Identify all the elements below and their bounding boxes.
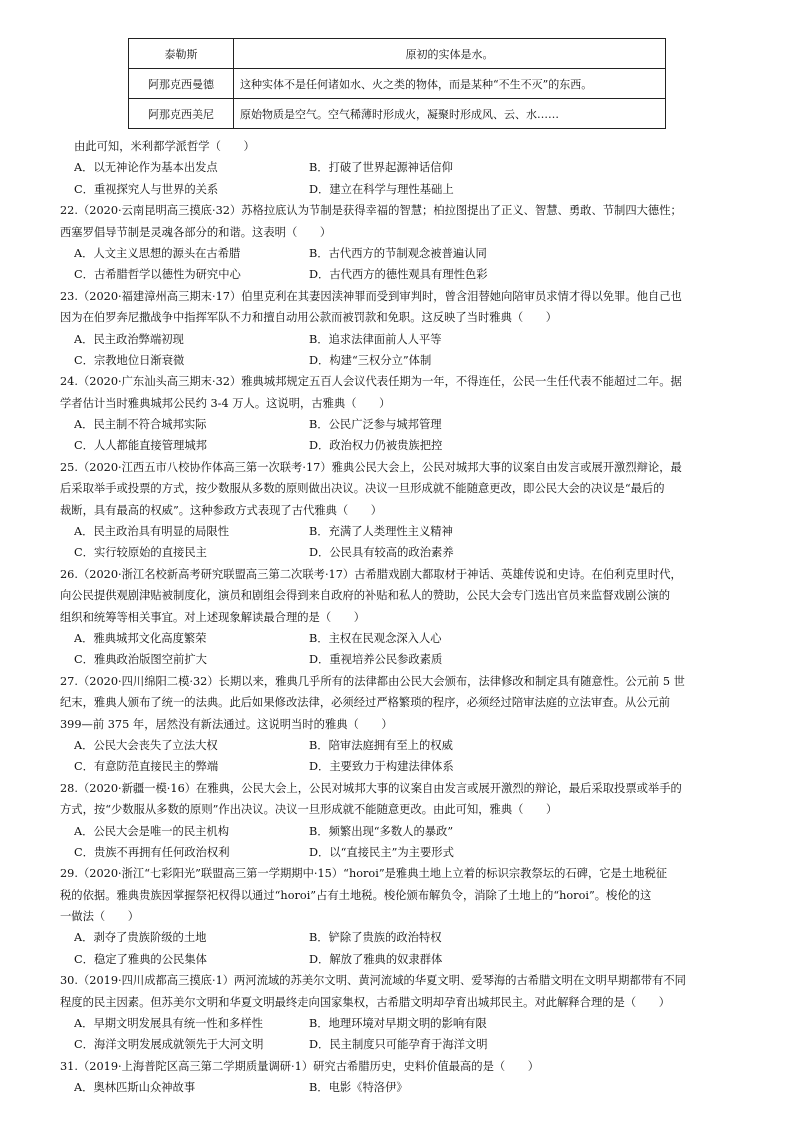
- options-row: [60, 243, 750, 264]
- question: [60, 200, 750, 286]
- option: D．政治权力仍被贵族把控: [309, 439, 443, 453]
- options-row: [60, 350, 750, 371]
- option: D．解放了雅典的奴隶群体: [309, 952, 443, 966]
- option: B．追求法律面前人人平等: [309, 332, 442, 346]
- options-row: [60, 1013, 750, 1034]
- options-row: [60, 542, 750, 563]
- option: A．民主制不符合城邦实际: [74, 418, 207, 432]
- options-row: [60, 521, 750, 542]
- question-stem-line: 31.（2019·上海普陀区高三第二学期质量调研·1）研究古希腊历史，史料价值最高的是（ ）: [60, 1059, 540, 1073]
- question-stem-line: 后采取举手或投票的方式，按少数服从多数的原则做出决议。决议一旦形成就不能随意更改，即公民大会的决议是“最后的: [60, 482, 665, 496]
- q21-option-d: D．建立在科学与理性基础上: [309, 182, 454, 196]
- option: C．宗教地位日渐衰微: [74, 353, 185, 367]
- option: C．雅典政治版图空前扩大: [74, 653, 207, 667]
- options-row: [60, 949, 750, 970]
- option: C．人人都能直接管理城邦: [74, 439, 207, 453]
- question-stem-line: 西塞罗倡导节制是灵魂各部分的和谐。这表明（ ）: [60, 225, 332, 239]
- question-stem-line: 26.（2020·浙江名校新高考研究联盟高三第二次联考·17）古希腊戏剧大都取材于神话、英雄传说和史诗。在伯利克里时代，: [60, 567, 682, 581]
- options-row: [60, 414, 750, 435]
- option: A．公民大会丧失了立法大权: [74, 738, 218, 752]
- option: D．以“直接民主”为主要形式: [309, 845, 454, 859]
- option: B．充满了人类理性主义精神: [309, 525, 453, 539]
- q21-option-c: C．重视探究人与世界的关系: [74, 182, 219, 196]
- question-stem-line: 一做法（ ）: [60, 910, 140, 924]
- philosopher-view: 这种实体不是任何诸如水、火之类的物体，而是某种“不生不灭”的东西。: [234, 69, 666, 99]
- philosophers-table: [128, 38, 666, 129]
- options-row: [60, 756, 750, 777]
- q21-option-b: B．打破了世界起源神话信仰: [309, 161, 453, 175]
- philosopher-name: 阿那克西美尼: [129, 99, 234, 129]
- question: [60, 863, 750, 970]
- q21-options-row2: [60, 179, 750, 200]
- option: A．奥林匹斯山众神故事: [74, 1081, 196, 1095]
- q21-stem: 由此可知，米利都学派哲学（ ）: [74, 140, 255, 153]
- table-row: [129, 99, 666, 129]
- option: B．电影《特洛伊》: [309, 1081, 408, 1095]
- question: [60, 564, 750, 671]
- question-list: [60, 200, 750, 1098]
- option: B．陪审法庭拥有至上的权威: [309, 738, 453, 752]
- options-row: [60, 649, 750, 670]
- option: D．构建“三权分立”体制: [309, 353, 432, 367]
- option: D．民主制度只可能孕育于海洋文明: [309, 1038, 488, 1052]
- question-stem-line: 28.（2020·新疆一模·16）在雅典，公民大会上，公民对城邦大事的议案自由发言或展开激烈的辩论，最后采取投票或举手的: [60, 781, 682, 795]
- option: C．稳定了雅典的公民集体: [74, 952, 207, 966]
- option: C．古希腊哲学以德性为研究中心: [74, 268, 241, 282]
- question-stem-line: 30.（2019·四川成都高三摸底·1）两河流域的苏美尔文明、黄河流域的华夏文明、爱琴海的古希腊文明在文明早期都带有不同: [60, 974, 686, 988]
- option: C．海洋文明发展成就领先于大河文明: [74, 1038, 264, 1052]
- option: A．雅典城邦文化高度繁荣: [74, 631, 207, 645]
- option: D．主要致力于构建法律体系: [309, 760, 454, 774]
- question-stem-line: 裁断，具有最高的权威”。这种参政方式表现了古代雅典（ ）: [60, 503, 383, 517]
- question-stem-line: 组织和统筹等相关事宜。对上述现象解读最合理的是（ ）: [60, 610, 366, 624]
- option: B．主权在民观念深入人心: [309, 631, 442, 645]
- q21-option-a: A．以无神论作为基本出发点: [74, 161, 218, 175]
- option: A．公民大会是唯一的民主机构: [74, 824, 230, 838]
- philosopher-view: 原始物质是空气。空气稀薄时形成火，凝聚时形成风、云、水……: [234, 99, 666, 129]
- question-stem-line: 税的依据。雅典贵族因掌握祭祀权得以通过“horoi”占有土地税。梭伦颁布解负令，消除了土地上的“horoi”。梭伦的这: [60, 888, 652, 902]
- questions-content: [60, 136, 750, 1099]
- options-row: [60, 927, 750, 948]
- question-stem-line: 25.（2020·江西五市八校协作体高三第一次联考·17）雅典公民大会上，公民对城邦大事的议案自由发言或展开激烈辩论，最: [60, 460, 682, 474]
- question: [60, 371, 750, 457]
- table-row: [129, 39, 666, 69]
- option: A．人文主义思想的源头在古希腊: [74, 246, 241, 260]
- question-stem-line: 方式，按“少数服从多数的原则”作出决议。决议一旦形成就不能随意更改。由此可知，雅典（ ）: [60, 803, 558, 817]
- question-stem-line: 27.（2020·四川绵阳二模·32）长期以来，雅典几乎所有的法律都由公民大会颁布，法律修改和制定具有随意性。公元前 5 世: [60, 674, 685, 688]
- question-stem-line: 399—前 375 年，居然没有新法通过。这说明当时的雅典（ ）: [60, 717, 393, 731]
- options-row: [60, 842, 750, 863]
- philosopher-name: 阿那克西曼德: [129, 69, 234, 99]
- option: B．地理环境对早期文明的影响有限: [309, 1017, 487, 1031]
- option: D．公民具有较高的政治素养: [309, 546, 454, 560]
- option: A．剥夺了贵族阶级的土地: [74, 931, 207, 945]
- option: C．实行较原始的直接民主: [74, 546, 207, 560]
- question-stem-line: 29.（2020·浙江“七彩阳光”联盟高三第一学期期中·15）“horoi”是雅典土地上立着的标识宗教祭坛的石碑，它是土地税征: [60, 867, 668, 881]
- question-stem-line: 纪末，雅典人颁布了统一的法典。此后如果修改法律，必须经过严格繁琐的程序，必须经过陪审法庭的立法审查。从公元前: [60, 696, 671, 710]
- options-row: [60, 821, 750, 842]
- options-row: [60, 1034, 750, 1055]
- q21-options-row1: [60, 157, 750, 178]
- option: C．有意防范直接民主的弊端: [74, 760, 219, 774]
- table-row: [129, 69, 666, 99]
- option: B．公民广泛参与城邦管理: [309, 418, 442, 432]
- philosopher-view: 原初的实体是水。: [234, 39, 666, 69]
- option: B．铲除了贵族的政治特权: [309, 931, 442, 945]
- options-row: [60, 628, 750, 649]
- option: B．频繁出现“多数人的暴政”: [309, 824, 454, 838]
- question: [60, 457, 750, 564]
- question-stem-line: 23.（2020·福建漳州高三期末·17）伯里克利在其妻因渎神罪而受到审判时，曾含泪替她向陪审员求情才得以免罪。他自己也: [60, 289, 682, 303]
- option: B．古代西方的节制观念被普遍认同: [309, 246, 487, 260]
- question-stem-line: 22.（2020·云南昆明高三摸底·32）苏格拉底认为节制是获得幸福的智慧；柏拉图提出了正义、智慧、勇敢、节制四大德性；: [60, 204, 682, 218]
- question-stem-line: 因为在伯罗奔尼撒战争中指挥军队不力和擅自动用公款而被罚款和免职。这反映了当时雅典（ ）: [60, 311, 558, 325]
- question: [60, 286, 750, 372]
- question-stem-line: 程度的民主因素。但苏美尔文明和华夏文明最终走向国家集权，古希腊文明却孕育出城邦民主。对此解释合理的是（ ）: [60, 995, 671, 1009]
- option: A．早期文明发展具有统一性和多样性: [74, 1017, 263, 1031]
- question-stem-line: 24.（2020·广东汕头高三期末·32）雅典城邦规定五百人会议代表任期为一年，不得连任，公民一生任代表不能超过二年。据: [60, 375, 682, 389]
- options-row: [60, 1077, 750, 1098]
- options-row: [60, 264, 750, 285]
- question: [60, 671, 750, 778]
- question: [60, 970, 750, 1056]
- option: D．重视培养公民参政素质: [309, 653, 443, 667]
- philosopher-name: 泰勒斯: [129, 39, 234, 69]
- options-row: [60, 435, 750, 456]
- question: [60, 1056, 750, 1099]
- option: D．古代西方的德性观具有理性色彩: [309, 268, 488, 282]
- question-stem-line: 学者估计当时雅典城邦公民约 3-4 万人。这说明，古雅典（ ）: [60, 396, 391, 410]
- options-row: [60, 329, 750, 350]
- question: [60, 778, 750, 864]
- option: C．贵族不再拥有任何政治权利: [74, 845, 230, 859]
- option: A．民主政治具有明显的局限性: [74, 525, 230, 539]
- question-stem-line: 向公民提供观剧津贴被制度化，演员和剧组会得到来自政府的补贴和私人的赞助，公民大会专门选出官员来监督戏剧公演的: [60, 589, 671, 603]
- option: A．民主政治弊端初现: [74, 332, 184, 346]
- options-row: [60, 735, 750, 756]
